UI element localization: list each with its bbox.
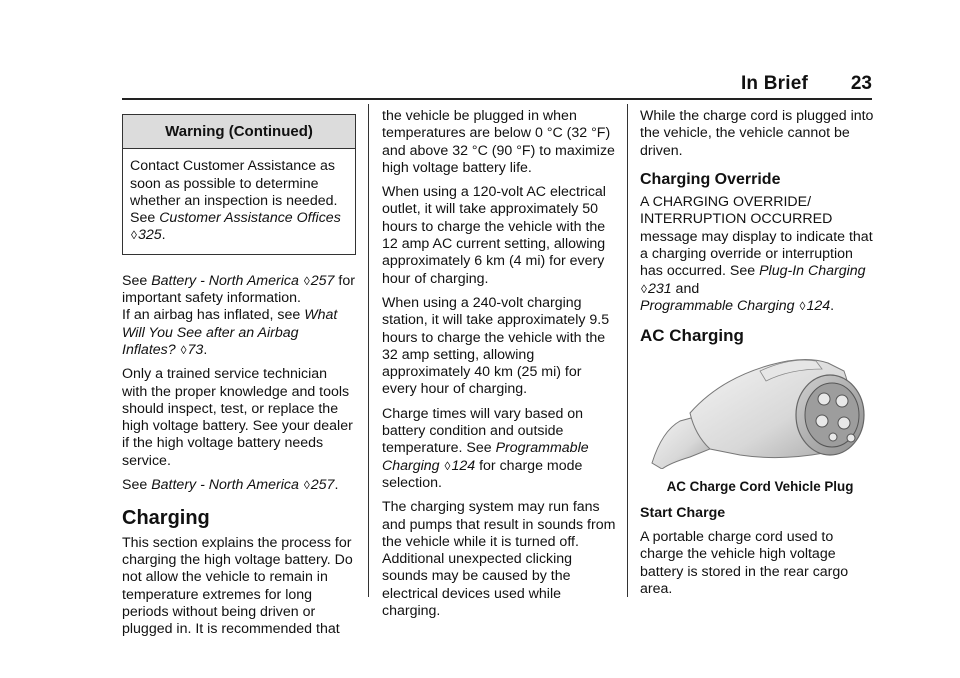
figure-caption: AC Charge Cord Vehicle Plug bbox=[666, 478, 854, 494]
charge-plug-illustration bbox=[640, 351, 874, 469]
paragraph: The charging system may run fans and pumps that result in sounds from the vehicle while it is turned off. Additional unexpected clicking sounds may be caused by the electrical devices used while charging. bbox=[382, 499, 616, 620]
punct: . bbox=[830, 297, 835, 314]
paragraph bbox=[122, 273, 356, 359]
warning-box bbox=[122, 114, 356, 255]
airbag-link[interactable]: What Will You See after an Airbag Inflates? bbox=[122, 307, 338, 358]
paragraph bbox=[122, 477, 356, 494]
warning-link[interactable]: Customer Assistance Offices bbox=[159, 210, 341, 227]
page-number: 23 bbox=[850, 73, 872, 94]
warning-title: Warning (Continued) bbox=[123, 115, 355, 149]
subheading-start-charge: Start Charge bbox=[640, 504, 726, 521]
text: If an airbag has inflated, see bbox=[122, 307, 305, 324]
programmable-ref-page[interactable]: 124 bbox=[451, 457, 476, 474]
text: and bbox=[671, 280, 700, 297]
text: for important safety information. bbox=[122, 272, 355, 307]
paragraph: When using a 240-volt charging station, it will take approximately 9.5 hours to charge the vehicle with the 32 amp setting, allowing approximately 40 km (25 mi) for every hour of charging. bbox=[382, 294, 610, 398]
page-ref-icon: ◊ bbox=[799, 298, 806, 313]
charge-plug-figure bbox=[640, 351, 874, 469]
page-header bbox=[0, 58, 872, 98]
column-divider bbox=[627, 104, 628, 597]
paragraph: the vehicle be plugged in when temperatures are below 0 °C (32 °F) and above 32 °C (90 °F) to maximize high voltage battery life. bbox=[382, 108, 615, 176]
plug-in-charging-link[interactable]: Plug-In Charging bbox=[759, 263, 866, 280]
paragraph: While the charge cord is plugged into the vehicle, the vehicle cannot be driven. bbox=[640, 108, 874, 159]
heading-charging: Charging bbox=[122, 507, 210, 530]
warning-ref-page[interactable]: 325 bbox=[137, 227, 162, 244]
column-2 bbox=[382, 108, 616, 627]
plug-in-ref-page[interactable]: 231 bbox=[647, 280, 672, 297]
column-divider bbox=[368, 104, 369, 597]
page-ref-icon: ◊ bbox=[444, 458, 451, 473]
battery-link[interactable]: Battery - North America bbox=[151, 477, 299, 494]
programmable-charging-link[interactable]: Programmable Charging bbox=[382, 440, 589, 474]
text: See bbox=[122, 477, 152, 494]
section-title: In Brief bbox=[740, 73, 808, 94]
battery-ref-page[interactable]: 257 bbox=[310, 272, 335, 289]
paragraph bbox=[640, 194, 874, 315]
punct: . bbox=[161, 227, 166, 244]
page-ref-icon: ◊ bbox=[303, 478, 310, 493]
heading-ac-charging: AC Charging bbox=[640, 326, 744, 346]
paragraph: This section explains the process for charging the high voltage battery. Do not allow the vehicle to remain in temperature extremes for long periods without being driven or plugged in. It is recommended that bbox=[122, 534, 353, 638]
punct: . bbox=[334, 477, 339, 494]
header-rule bbox=[122, 98, 872, 100]
battery-ref-page[interactable]: 257 bbox=[310, 477, 335, 494]
text: Charge times will vary based on battery condition and outside temperature. See bbox=[382, 405, 584, 457]
page-ref-icon: ◊ bbox=[131, 228, 137, 243]
paragraph: When using a 120-volt AC electrical outlet, it will take approximately 50 hours to charge the vehicle with the 12 amp AC current setting, allowing approximately 6 km (4 mi) for every hour of charging. bbox=[382, 184, 606, 287]
warning-body bbox=[123, 149, 355, 253]
column-3 bbox=[640, 108, 874, 605]
text: A CHARGING OVERRIDE/ INTERRUPTION OCCURRED message may display to indicate that a charging override or interruption has occurred. See bbox=[640, 194, 873, 280]
paragraph: A portable charge cord used to charge the vehicle high voltage battery is stored in the rear cargo area. bbox=[640, 529, 849, 598]
page-ref-icon: ◊ bbox=[641, 281, 647, 296]
airbag-ref-page[interactable]: 73 bbox=[187, 341, 204, 358]
paragraph: Only a trained service technician with the proper knowledge and tools should inspect, test, or replace the high voltage battery. See your dealer if the high voltage battery needs service. bbox=[122, 366, 353, 469]
paragraph bbox=[382, 406, 616, 492]
heading-charging-override: Charging Override bbox=[640, 170, 781, 188]
battery-link[interactable]: Battery - North America bbox=[151, 272, 299, 289]
text: See bbox=[122, 272, 152, 289]
programmable-charging-link[interactable]: Programmable Charging bbox=[640, 297, 795, 314]
page-ref-icon: ◊ bbox=[303, 273, 310, 288]
warning-text: Contact Customer Assistance as soon as possible to determine whether an inspection is needed. See bbox=[130, 158, 338, 227]
column-1 bbox=[122, 108, 356, 645]
punct: . bbox=[203, 341, 208, 358]
page-ref-icon: ◊ bbox=[180, 342, 187, 357]
programmable-ref-page[interactable]: 124 bbox=[806, 297, 831, 314]
text: for charge mode selection. bbox=[382, 457, 583, 491]
